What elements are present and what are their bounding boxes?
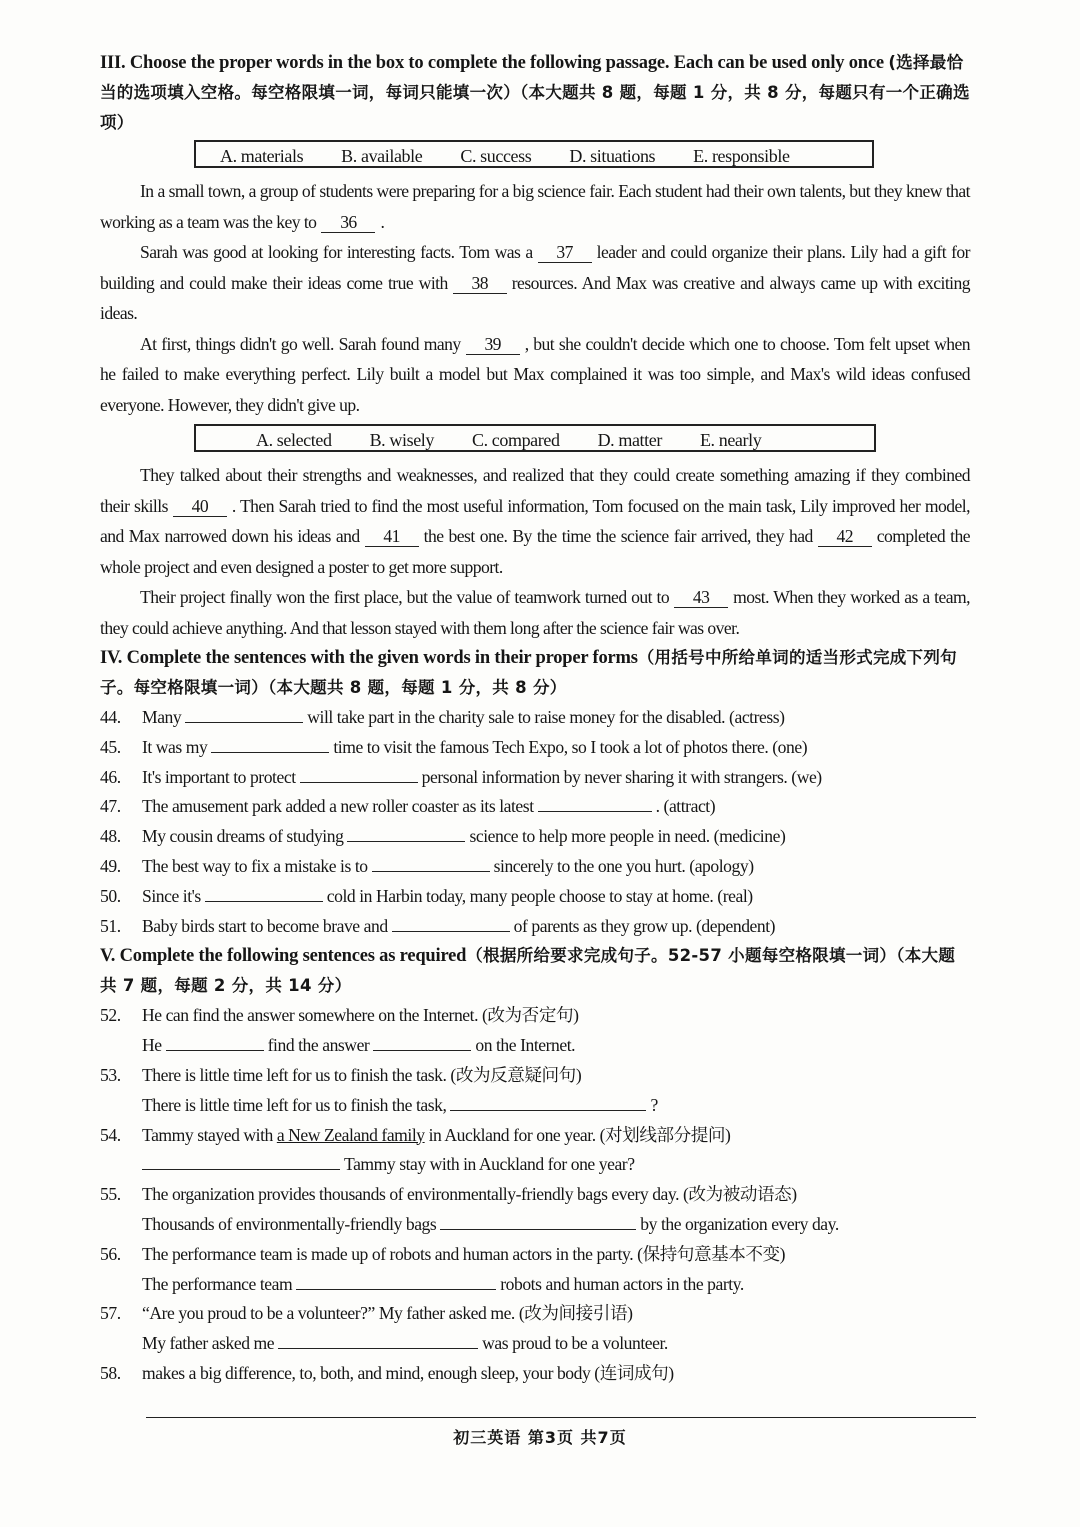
section-3-heading (100, 48, 970, 138)
question-46: 46. It's important to protect personal information by never sharing it with strangers. (we) (100, 763, 970, 793)
answer-blank[interactable] (205, 883, 323, 902)
question-57-answer: My father asked me was proud to be a volunteer. (100, 1329, 970, 1359)
question-47: 47. The amusement park added a new roller coaster as its latest . (attract) (100, 792, 970, 822)
answer-blank[interactable] (185, 704, 303, 723)
passage-paragraph-3: At first, things didn't go well. Sarah found many 39 , but she couldn't decide which one to choose. Tom felt upset when he failed to make everything perfect. Lily built a model but Max complained it was too simple, and Max's wild ideas confused everyone. However, they didn't give up. (100, 333, 970, 415)
question-53: 53. There is little time left for us to finish the task. (改为反意疑问句) (100, 1064, 582, 1085)
option: D. matter (597, 430, 662, 450)
option: C. compared (471, 430, 560, 450)
question-55-answer: Thousands of environmentally-friendly bags by the organization every day. (100, 1210, 970, 1240)
section-5-heading: V. Complete the following sentences as required（根据所给要求完成句子。52-57 小题每空格限填一词）（本大题共 7 题，每题 2 分，共 14 分） (100, 946, 956, 996)
question-58-answer-line[interactable] (146, 1403, 976, 1418)
answer-blank[interactable] (166, 1032, 264, 1051)
option: C. success (460, 146, 532, 166)
option: D. situations (569, 146, 656, 166)
passage-paragraph-2: Sarah was good at looking for interesting facts. Tom was a 37 leader and could organize their plans. Lily had a gift for building and could make their ideas come true with 38 resources. And Max was creative and always came up with exciting ideas. (100, 242, 970, 323)
answer-blank[interactable] (142, 1151, 340, 1170)
question-52: 52. He can find the answer somewhere on the Internet. (改为否定句) (100, 1005, 579, 1026)
option: A. selected (256, 430, 332, 450)
option: A. materials (220, 146, 304, 166)
question-58: 58. makes a big difference, to, both, and mind, enough sleep, your body (连词成句) (100, 1362, 674, 1383)
blank-38[interactable]: 38 (453, 273, 507, 294)
question-57: 57. “Are you proud to be a volunteer?” My father asked me. (改为间接引语) (100, 1303, 633, 1324)
word-box-1 (194, 140, 874, 168)
answer-blank[interactable] (296, 1271, 496, 1290)
question-44: 44. Many will take part in the charity sale to raise money for the disabled. (actress) (100, 703, 970, 733)
section-4-heading: IV. Complete the sentences with the given words in their proper forms（用括号中所给单词的适当形式完成下列句子。每空格限填一词）（本大题共 8 题，每题 1 分，共 8 分） (100, 648, 957, 697)
option: B. available (341, 146, 423, 166)
question-54-answer: Tammy stay with in Auckland for one year? (100, 1150, 970, 1180)
passage-paragraph-1: In a small town, a group of students were preparing for a big science fair. Each student had their own talents, but they knew that working as a team was the key to 36 . (100, 181, 970, 232)
question-55: 55. The organization provides thousands of environmentally-friendly bags every day. (改为被动语态) (100, 1184, 797, 1205)
page-footer: 初三英语 第3页 共7页 (453, 1428, 627, 1447)
option: E. responsible (693, 146, 790, 166)
question-53-answer: There is little time left for us to finish the task, ? (100, 1091, 970, 1121)
answer-blank[interactable] (373, 1032, 471, 1051)
underlined-phrase: a New Zealand family (276, 1124, 425, 1145)
question-49: 49. The best way to fix a mistake is to sincerely to the one you hurt. (apology) (100, 852, 970, 882)
answer-blank[interactable] (538, 793, 652, 812)
question-56-answer: The performance team robots and human actors in the party. (100, 1270, 970, 1300)
option: B. wisely (369, 430, 434, 450)
question-54: 54. Tammy stayed with a New Zealand family in Auckland for one year. (对划线部分提问) (100, 1124, 731, 1145)
blank-37[interactable]: 37 (538, 242, 592, 263)
passage-paragraph-4: They talked about their strengths and weaknesses, and realized that they could create something amazing if they combined their skills 40 . Then Sarah tried to find the most useful information, Tom focused on the main task, Lily improved her model, and Max narrowed down his ideas and 41 the best one. By the time the science fair arrived, they had 42 completed the whole project and even designed a poster to get more support. (100, 465, 970, 577)
answer-blank[interactable] (450, 1092, 646, 1111)
question-50: 50. Since it's cold in Harbin today, many people choose to stay at home. (real) (100, 882, 970, 912)
answer-blank[interactable] (278, 1330, 478, 1349)
blank-36[interactable]: 36 (321, 212, 375, 233)
answer-blank[interactable] (211, 734, 329, 753)
blank-42[interactable]: 42 (818, 526, 872, 547)
section-3-heading-en: III. Choose the proper words in the box to complete the following passage. Each can be used only once (100, 53, 884, 73)
section-3-heading-cn: (选择最恰当的选项填入空格。每空格限填一词，每词只能填一次）（本大题共 8 题，每题 1 分，共 8 分，每题只有一个正确选项） (100, 53, 970, 132)
word-box-2 (194, 424, 876, 452)
question-48: 48. My cousin dreams of studying science to help more people in need. (medicine) (100, 822, 970, 852)
blank-41[interactable]: 41 (365, 526, 419, 547)
answer-blank[interactable] (440, 1211, 636, 1230)
blank-43[interactable]: 43 (674, 587, 728, 608)
passage-paragraph-5: Their project finally won the first place, but the value of teamwork turned out to 43 most. When they worked as a team, they could achieve anything. And that lesson stayed with them long after the science fair was over. (100, 587, 970, 638)
option: E. nearly (699, 430, 762, 450)
blank-39[interactable]: 39 (466, 334, 520, 355)
question-51: 51. Baby birds start to become brave and of parents as they grow up. (dependent) (100, 912, 970, 942)
answer-blank[interactable] (300, 764, 418, 783)
question-45: 45. It was my time to visit the famous Tech Expo, so I took a lot of photos there. (one) (100, 733, 970, 763)
blank-40[interactable]: 40 (173, 496, 227, 517)
answer-blank[interactable] (347, 823, 465, 842)
answer-blank[interactable] (392, 913, 510, 932)
question-52-answer: He find the answer on the Internet. (100, 1031, 970, 1061)
exam-page (100, 48, 970, 1418)
question-56: 56. The performance team is made up of robots and human actors in the party. (保持句意基本不变) (100, 1243, 786, 1264)
answer-blank[interactable] (372, 853, 490, 872)
